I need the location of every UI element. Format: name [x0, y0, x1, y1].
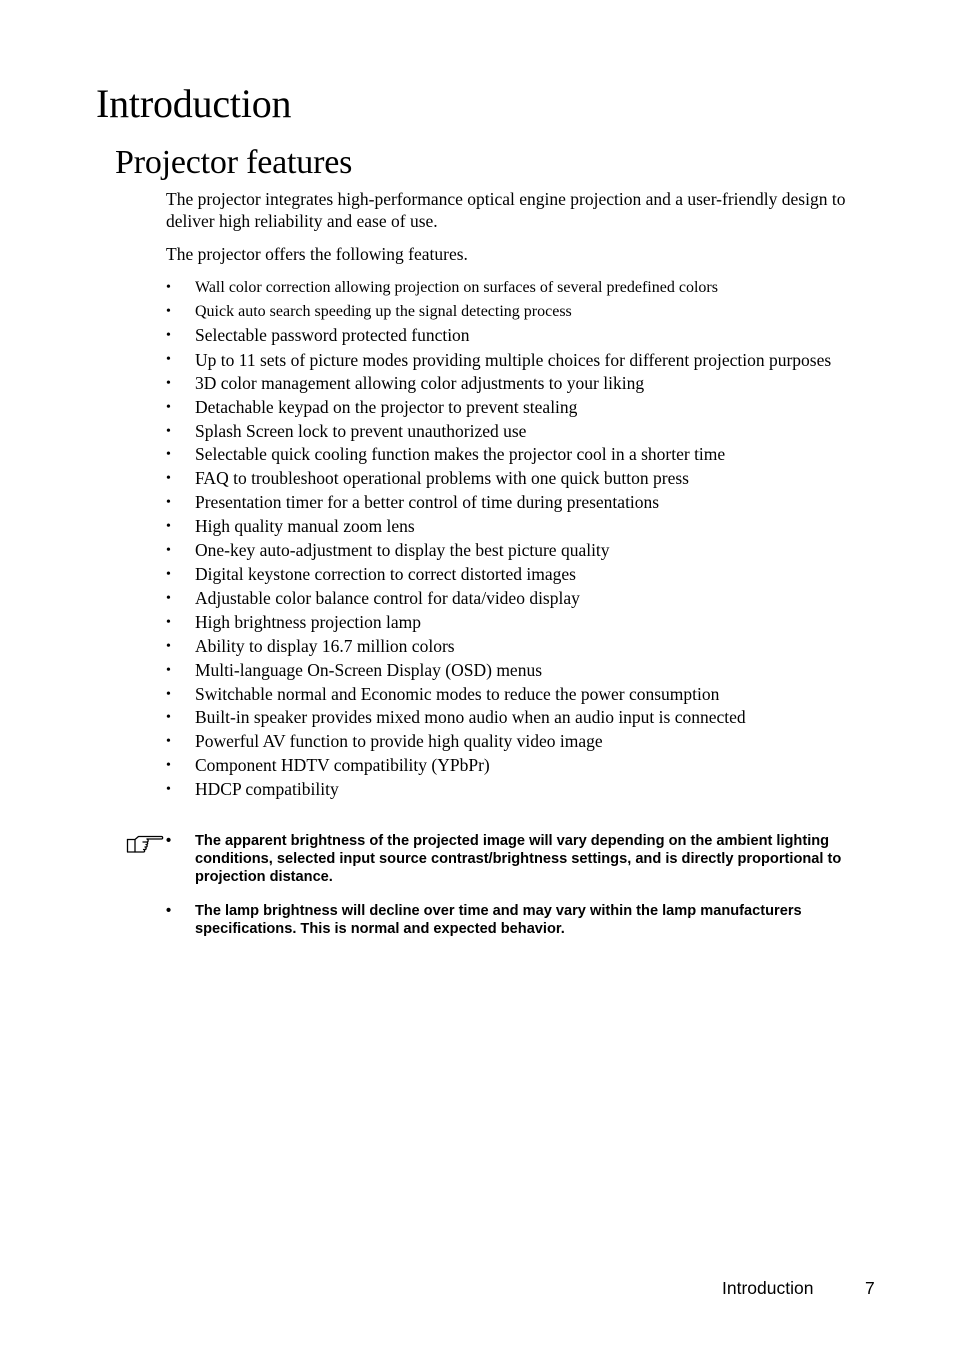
bullet: • [166, 734, 171, 750]
list-item [166, 396, 856, 420]
note-item [166, 832, 866, 886]
list-item [166, 467, 856, 491]
feature-text: 3D color management allowing color adjustments to your liking [195, 372, 645, 393]
list-item [166, 443, 856, 467]
bullet: • [166, 638, 171, 654]
feature-list [166, 276, 856, 802]
bullet: • [166, 833, 172, 849]
feature-text: Presentation timer for a better control of time during presentations [195, 492, 660, 513]
bullet: • [166, 614, 171, 630]
bullet: • [166, 782, 171, 798]
bullet: • [166, 566, 171, 582]
feature-text: HDCP compatibility [195, 779, 339, 800]
feature-text: Quick auto search speeding up the signal detecting process [195, 302, 572, 320]
list-item [166, 706, 856, 730]
list-item [166, 324, 856, 348]
list-item [166, 730, 856, 754]
list-item [166, 778, 856, 802]
list-item [166, 300, 856, 324]
feature-text: Splash Screen lock to prevent unauthorized use [195, 420, 527, 441]
notes-list [166, 832, 866, 954]
note-item [166, 902, 866, 938]
feature-text: High brightness projection lamp [195, 611, 422, 632]
feature-text: Ability to display 16.7 million colors [195, 635, 455, 656]
list-item [166, 563, 856, 587]
feature-text: Component HDTV compatibility (YPbPr) [195, 755, 490, 776]
bullet: • [166, 399, 171, 415]
feature-text: Digital keystone correction to correct distorted images [195, 563, 576, 584]
footer-section-label: Introduction [722, 1278, 814, 1298]
note-text: The apparent brightness of the projected image will vary depending on the ambient lighting conditions, selected input source contrast/brightness settings, and is directly proportional to projection distance. [195, 833, 842, 885]
bullet: • [166, 903, 172, 919]
list-item [166, 372, 856, 396]
feature-text: Adjustable color balance control for data/video display [195, 587, 580, 608]
features-lead: The projector offers the following features. [166, 244, 468, 264]
feature-text: Up to 11 sets of picture modes providing multiple choices for different projection purposes [195, 349, 832, 370]
bullet: • [166, 471, 171, 487]
list-item [166, 491, 856, 515]
bullet: • [166, 327, 171, 343]
list-item [166, 348, 856, 372]
feature-text: Selectable password protected function [195, 324, 470, 345]
list-item [166, 276, 856, 300]
list-item [166, 539, 856, 563]
feature-text: Selectable quick cooling function makes the projector cool in a shorter time [195, 444, 726, 465]
pointing-hand-icon [126, 833, 164, 855]
bullet: • [166, 351, 171, 367]
bullet: • [166, 710, 171, 726]
bullet: • [166, 280, 171, 295]
bullet: • [166, 423, 171, 439]
chapter-title: Introduction [96, 81, 292, 126]
intro-paragraph: The projector integrates high-performance optical engine projection and a user-friendly design to deliver high reliability and ease of use. [166, 189, 846, 231]
feature-text: FAQ to troubleshoot operational problems with one quick button press [195, 468, 689, 489]
list-item [166, 659, 856, 683]
bullet: • [166, 375, 171, 391]
feature-text: Powerful AV function to provide high quality video image [195, 731, 603, 752]
bullet: • [166, 447, 171, 463]
bullet: • [166, 662, 171, 678]
bullet: • [166, 519, 171, 535]
feature-text: Built-in speaker provides mixed mono audio when an audio input is connected [195, 707, 746, 728]
page-number: 7 [865, 1278, 875, 1298]
bullet: • [166, 590, 171, 606]
list-item [166, 420, 856, 444]
feature-text: High quality manual zoom lens [195, 516, 415, 537]
feature-text: Switchable normal and Economic modes to reduce the power consumption [195, 683, 720, 704]
bullet: • [166, 758, 171, 774]
list-item [166, 683, 856, 707]
list-item [166, 611, 856, 635]
list-item [166, 515, 856, 539]
feature-text: Detachable keypad on the projector to prevent stealing [195, 396, 578, 417]
list-item [166, 754, 856, 778]
bullet: • [166, 495, 171, 511]
section-title: Projector features [115, 144, 353, 181]
note-text: The lamp brightness will decline over time and may vary within the lamp manufacturers specifications. This is normal and expected behavior. [195, 903, 802, 937]
feature-text: One-key auto-adjustment to display the best picture quality [195, 540, 610, 561]
feature-text: Multi-language On-Screen Display (OSD) menus [195, 659, 543, 680]
list-item [166, 587, 856, 611]
feature-text: Wall color correction allowing projection on surfaces of several predefined colors [195, 279, 718, 296]
bullet: • [166, 543, 171, 559]
bullet: • [166, 303, 171, 319]
list-item [166, 635, 856, 659]
bullet: • [166, 686, 171, 702]
